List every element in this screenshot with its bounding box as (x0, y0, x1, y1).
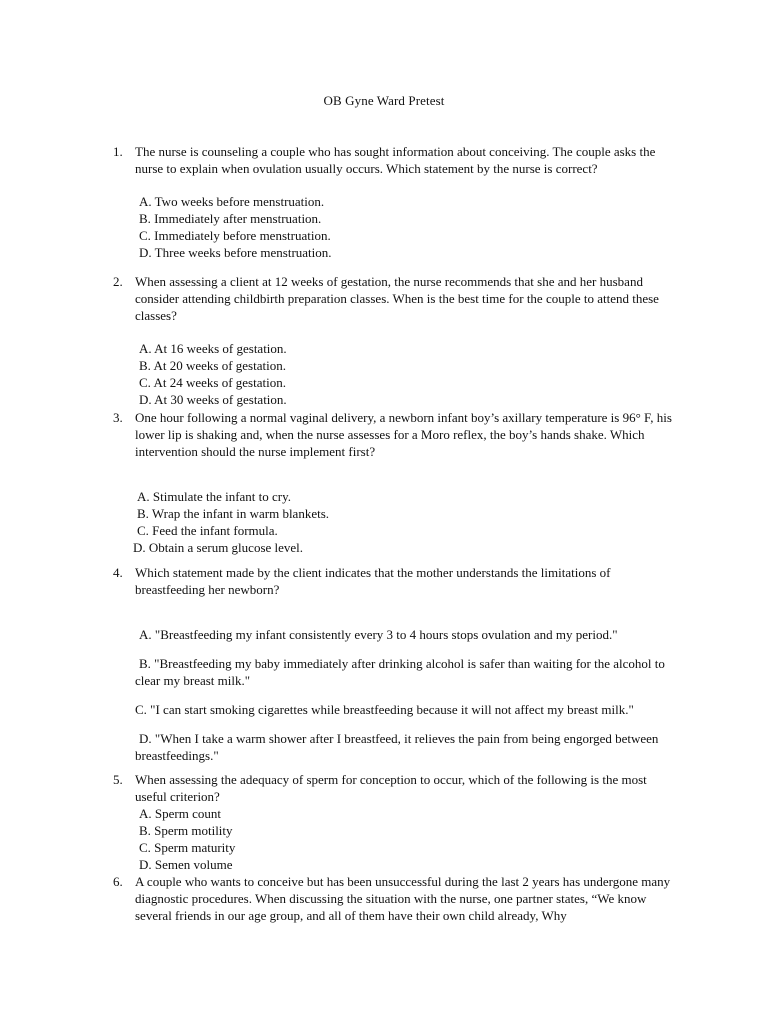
question-number: 2. (113, 274, 123, 289)
question-number: 4. (113, 565, 123, 580)
option-b: B. Wrap the infant in warm blankets. (137, 506, 330, 521)
question-number: 5. (113, 772, 123, 787)
question-1 (113, 143, 673, 261)
option-a: A. Two weeks before menstruation. (139, 194, 325, 209)
option-a: A. Stimulate the infant to cry. (137, 489, 292, 504)
question-text: When assessing the adequacy of sperm for conception to occur, which of the following is the most useful criterion? (135, 772, 647, 804)
option-c: C. Immediately before menstruation. (139, 228, 331, 243)
question-text: A couple who wants to conceive but has been unsuccessful during the last 2 years has undergone many diagnostic procedures. When discussing the situation with the nurse, one partner states, “We know several friends in our age group, and all of them have their own child already, Why (135, 874, 671, 923)
option-a: A. Sperm count (139, 806, 221, 821)
option-d: D. Semen volume (139, 857, 233, 872)
question-number: 3. (113, 410, 123, 425)
option-b: B. Sperm motility (139, 823, 233, 838)
question-5 (113, 771, 673, 873)
question-text: One hour following a normal vaginal delivery, a newborn infant boy’s axillary temperature is 96° F, his lower lip is shaking and, when the nurse assesses for a Moro reflex, the boy’s hands shake. Which intervention should the nurse implement first? (135, 410, 672, 459)
option-d: D. Obtain a serum glucose level. (133, 540, 304, 555)
question-2 (113, 273, 673, 408)
option-c: C. Sperm maturity (139, 840, 236, 855)
document-title: OB Gyne Ward Pretest (323, 93, 445, 108)
question-text: The nurse is counseling a couple who has sought information about conceiving. The couple asks the nurse to explain when ovulation usually occurs. Which statement by the nurse is correct? (135, 144, 656, 176)
option-d: D. At 30 weeks of gestation. (139, 392, 287, 407)
option-a: A. "Breastfeeding my infant consistently every 3 to 4 hours stops ovulation and my period." (139, 627, 618, 642)
question-number: 1. (113, 144, 123, 159)
option-c: C. Feed the infant formula. (137, 523, 278, 538)
option-a: A. At 16 weeks of gestation. (139, 341, 287, 356)
option-c: C. At 24 weeks of gestation. (139, 375, 286, 390)
option-d: D. "When I take a warm shower after I breastfeed, it relieves the pain from being engorged between breastfeedings." (135, 731, 659, 763)
question-number: 6. (113, 874, 123, 889)
question-4 (113, 564, 673, 764)
option-d: D. Three weeks before menstruation. (139, 245, 332, 260)
option-b: B. "Breastfeeding my baby immediately after drinking alcohol is safer than waiting for the alcohol to clear my breast milk." (135, 656, 665, 688)
option-c: C. "I can start smoking cigarettes while breastfeeding because it will not affect my breast milk." (135, 702, 634, 717)
question-3 (113, 409, 673, 556)
option-b: B. At 20 weeks of gestation. (139, 358, 286, 373)
question-6 (113, 873, 673, 924)
question-text: When assessing a client at 12 weeks of gestation, the nurse recommends that she and her husband consider attending childbirth preparation classes. When is the best time for the couple to attend these classes? (135, 274, 659, 323)
question-text: Which statement made by the client indicates that the mother understands the limitations of breastfeeding her newborn? (135, 565, 611, 597)
option-b: B. Immediately after menstruation. (139, 211, 322, 226)
